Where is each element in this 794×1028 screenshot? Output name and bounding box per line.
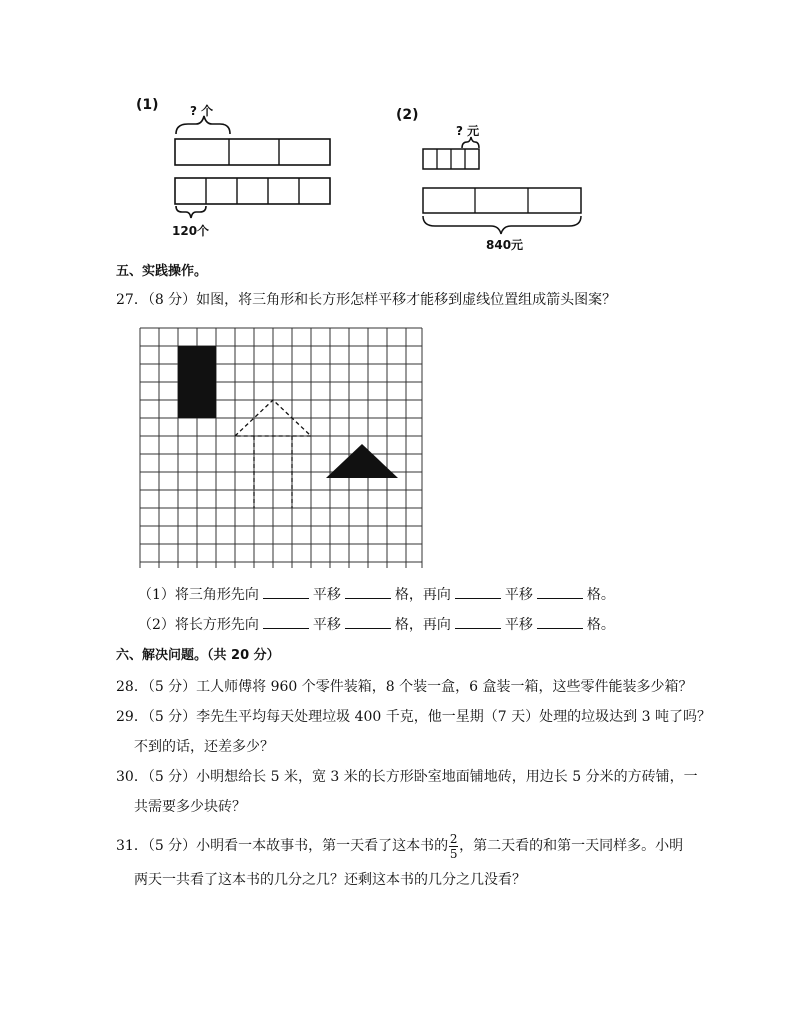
black-rectangle [178, 346, 216, 418]
translation-grid-figure [134, 322, 434, 572]
q27-sub2-c: 格，再向 [394, 617, 451, 633]
q27-sub2-blank2[interactable] [345, 614, 391, 629]
q28-text: 28．（5 分）工人师傅将 960 个零件装箱，8 个装一盒，6 盒装一箱，这些零件能装多少箱？ [116, 679, 693, 695]
q27-sub2-blank1[interactable] [263, 614, 309, 629]
q27-sub2-blank4[interactable] [537, 614, 583, 629]
q27-sub1-blank4[interactable] [537, 584, 583, 599]
figure2-large-bar [423, 188, 581, 213]
q31-fraction-den: 5 [449, 846, 458, 861]
figure1-top-note: ? 个 [190, 104, 214, 118]
figure2-bottom-brace [423, 216, 581, 234]
q31-fraction [449, 833, 458, 860]
figure2-top-brace [462, 137, 479, 148]
q27-sub2-e: 格。 [586, 617, 615, 633]
q31-line1 [116, 832, 683, 860]
q30-line2: 共需要多少块砖？ [134, 799, 246, 815]
q31-line2: 两天一共看了这本书的几分之几？还剩这本书的几分之几没看？ [134, 872, 526, 888]
q30-line1: 30．（5 分）小明想给长 5 米，宽 3 米的长方形卧室地面铺地砖，用边长 5 分米的方砖铺，一 [116, 769, 698, 785]
q27-sub1-blank1[interactable] [263, 584, 309, 599]
figure1-bottom-bar [175, 178, 330, 204]
q27-sub1 [138, 584, 615, 605]
q27-sub2-blank3[interactable] [455, 614, 501, 629]
figure2-top-note: ? 元 [456, 124, 480, 138]
q31-line1-b: ，第二天看的和第一天同样多。小明 [459, 838, 684, 854]
figure1-bottom-note: 120个 [172, 224, 210, 238]
q27-sub1-e: 格。 [586, 587, 615, 603]
q27-sub2-b: 平移 [312, 617, 341, 633]
section5-title: 五、实践操作。 [116, 264, 208, 279]
q29-line2: 不到的话，还差多少？ [134, 739, 274, 755]
figure2-label: (2) [396, 107, 419, 123]
q27-sub2-d: 平移 [504, 617, 533, 633]
figure1-top-brace [176, 116, 230, 134]
figure1-label: (1) [136, 97, 159, 113]
q31-fraction-num: 2 [449, 831, 458, 846]
figure1-bottom-brace [176, 206, 206, 218]
q27-sub1-c: 格，再向 [394, 587, 451, 603]
figure2-bottom-note: 840元 [486, 238, 524, 252]
figure1-diagram [168, 112, 368, 222]
q27-sub2-a: （2）将长方形先向 [138, 617, 259, 633]
q27-sub1-b: 平移 [312, 587, 341, 603]
q27-sub1-a: （1）将三角形先向 [138, 587, 259, 603]
q27-stem: 27．（8 分）如图，将三角形和长方形怎样平移才能移到虚线位置组成箭头图案？ [116, 292, 617, 308]
q27-sub1-blank3[interactable] [455, 584, 501, 599]
figure1-top-bar [175, 139, 330, 165]
section6-title: 六、解决问题。（共 20 分） [116, 648, 280, 663]
q27-sub1-d: 平移 [504, 587, 533, 603]
q27-sub1-blank2[interactable] [345, 584, 391, 599]
q31-line1-a: 31．（5 分）小明看一本故事书，第一天看了这本书的 [116, 838, 449, 854]
q29-line1: 29．（5 分）李先生平均每天处理垃圾 400 千克，他一星期（7 天）处理的垃圾达到 3 吨了吗？ [116, 709, 711, 725]
q27-sub2 [138, 614, 615, 635]
